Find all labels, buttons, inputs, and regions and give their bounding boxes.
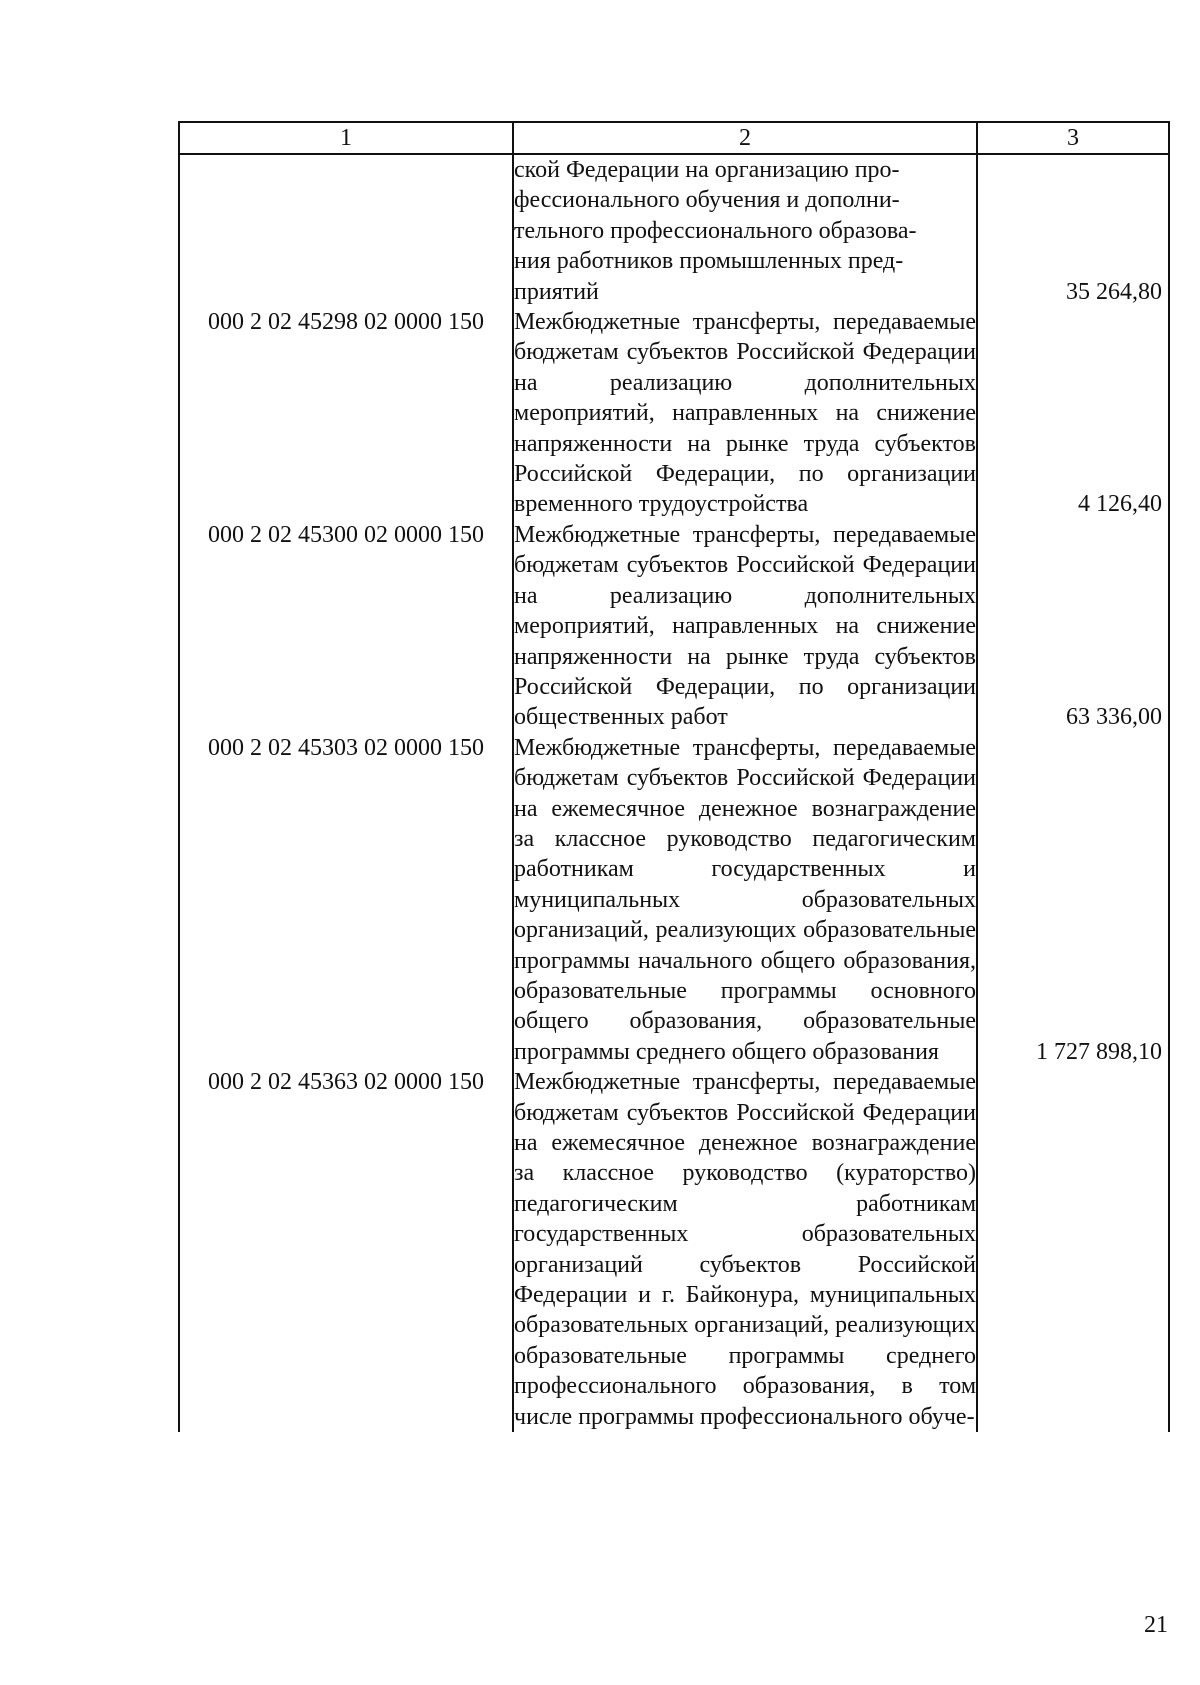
amount-cell: 1 727 898,10 [977,733,1169,1067]
code-cell: 000 2 02 45303 02 0000 150 [179,733,513,1067]
description-cell: Межбюджетные трансферты, передаваемые бюджетам субъектов Российской Федерации на ежемесячное денежное вознаграждение за классное руководство педагогическим работникам государственных и муниципальных образовательных организаций, реализующих образовательные программы начального общего образования, образовательные программы основного общего образования, образовательные программы среднего общего образования [513,733,977,1067]
table-row [179,733,1169,1067]
column-header-2: 2 [513,122,977,154]
column-header-1: 1 [179,122,513,154]
table-row [179,307,1169,520]
table-row-continuation [179,154,1169,307]
page-number: 21 [1144,1612,1168,1638]
amount-cell [977,1067,1169,1432]
description-cell: Межбюджетные трансферты, передаваемые бюджетам субъектов Российской Федерации на ежемесячное денежное вознаграждение за классное руководство (кураторство) педагогическим работникам государственных образовательных организаций субъектов Российской Федерации и г. Байконура, муниципальных образовательных организаций, реализующих образовательные программы среднего профессионального образования, в том числе программы профессионального обуче- [513,1067,977,1432]
table-row [179,520,1169,733]
code-cell [179,154,513,307]
continuation-line: фессионального обучения и дополни- [514,187,900,214]
column-header-3: 3 [977,122,1169,154]
code-cell: 000 2 02 45298 02 0000 150 [179,307,513,520]
continuation-line: ской Федерации на организацию про- [514,157,900,183]
amount-cell: 35 264,80 [977,154,1169,307]
amount-cell: 63 336,00 [977,520,1169,733]
budget-table [178,121,1170,1432]
description-cell: Межбюджетные трансферты, передаваемые бюджетам субъектов Российской Федерации на реализацию дополнительных мероприятий, направленных на снижение напряженности на рынке труда субъектов Российской Федерации, по организации временного трудоустройства [513,307,977,520]
table-row [179,1067,1169,1432]
continuation-line: ния работников промышленных пред- [514,248,904,275]
code-cell: 000 2 02 45363 02 0000 150 [179,1067,513,1432]
description-cell [513,154,977,307]
continuation-line: приятий [514,278,599,305]
amount-cell: 4 126,40 [977,307,1169,520]
header-row [179,122,1169,154]
description-cell: Межбюджетные трансферты, передаваемые бюджетам субъектов Российской Федерации на реализацию дополнительных мероприятий, направленных на снижение напряженности на рынке труда субъектов Российской Федерации, по организации общественных работ [513,520,977,733]
code-cell: 000 2 02 45300 02 0000 150 [179,520,513,733]
continuation-line: тельного профессионального образова- [514,217,917,244]
